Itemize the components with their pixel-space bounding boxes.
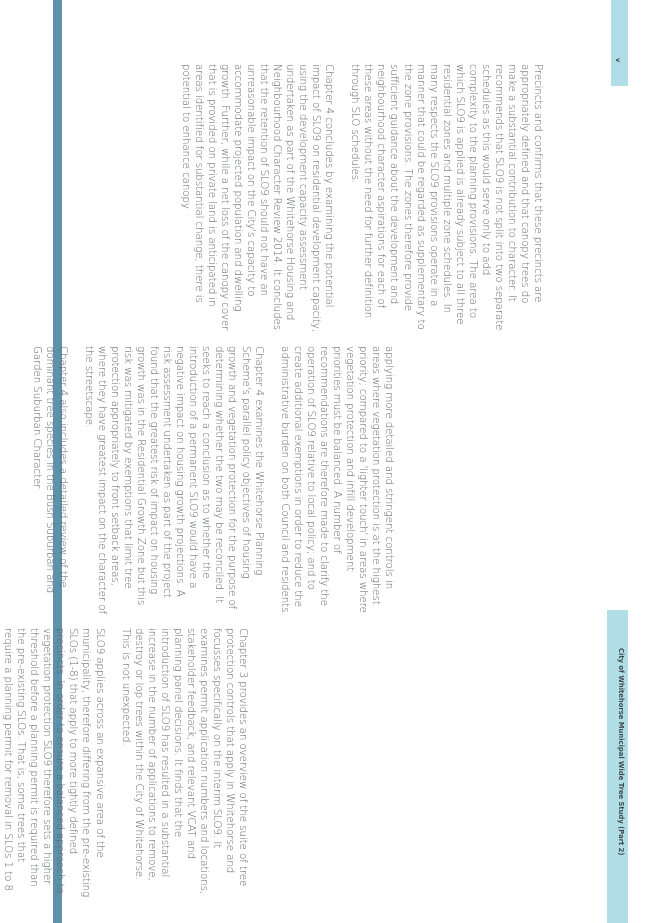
text-column-1 bbox=[0, 628, 249, 898]
footer-title: City of Whitehorse Municipal Wide Tree Study (Part 2) bbox=[617, 648, 625, 856]
text-column-3 bbox=[179, 64, 544, 334]
page-number: v bbox=[614, 58, 622, 63]
text-column-2 bbox=[30, 346, 395, 616]
paragraph: applying more detailed and stringent controls in areas where vegetation protection is at the highest priority; compared to a 'lighter touch' in areas where vegetation protection and infill development priorities must be balanced. A number of recommendations are therefore made to clarify the operation of SLO9 relative to local policy; and to create additional exemptions in order to reduce the administrative burden on both Council and residents. bbox=[278, 346, 395, 616]
paragraph: Chapter 3 provides an overview of the suite of tree protection controls that apply in Whitehorse and focusses specifically on the interim SLO9. It examines permit application numbers and locations, stakeholder feedback, and relevant VCAT and planning panel decisions. It finds that the introduction of SLO9 has resulted in a substantial increase in the number of applications to remove, destroy or lop trees within the City of Whitehorse. This is not unexpected. bbox=[119, 628, 249, 895]
paragraph: Chapter 4 also includes a detailed review of the dominant tree species in the Bush Suburban and Garden Suburban Character bbox=[30, 346, 69, 594]
paragraph: Precincts and confirms that these precincts are appropriately defined and that canopy trees do make a substantial contribution to character. It recommends that SLO9 is not split into two separate schedules as this would serve only to add complexity to the planning provisions. The area to which SLO9 is applied is already subject to all three residential zones and multiple zone schedules. In many respects the SLO9 provisions operate in a manner that could be regarded as supplementary to the zone provisions. The zones therefore provide sufficient guidance about the development and neighbourhood character aspirations for each of these areas without the need for further definition through SLO schedules. bbox=[349, 64, 544, 331]
paragraph: Chapter 4 concludes by examining the potential impact of SLO9 on residential development capacity, using the development capacity assessment undertaken as part of the Whitehorse Housing and Neighbourhood Character Review 2014. It concludes that the retention of SLO9 should not have an unreasonable impact on the City's capacity to accommodate projected population and dwelling growth. Further, while a net loss of the canopy cover that is provided on private land is anticipated in areas identified for substantial change, there is potential to enhance canopy bbox=[179, 64, 336, 332]
paragraph: Chapter 4 examines the Whitehorse Planning Scheme's parallel policy objectives of housing growth and vegetation protection for the purpose of determining whether the two may be reconciled. It seeks to reach a conclusion as to whether the introduction of a permanent SLO9 would have a negative impact on housing growth projections. A risk assessment undertaken as part of the project found that the greatest risk of impact on housing growth was in the Residential Growth Zone but this risk was mitigated by exemptions that limit tree protection appropriately to front setback areas, where they have greatest impact on the character of the streetscape. bbox=[82, 346, 265, 614]
page-number-band bbox=[611, 0, 628, 86]
paragraph: SLO9 applies across an expansive area of the municipality, therefore differing from the pre-existing SLOs (1-8) that apply to more tightly defined precincts. In order to ensure a balanced approach to vegetation protection SLO9 therefore sets a higher threshold before a planning permit is required than the pre-existing SLOs. That is, some trees that require a planning permit for removal in SLOs 1 to 8 bbox=[2, 628, 106, 898]
